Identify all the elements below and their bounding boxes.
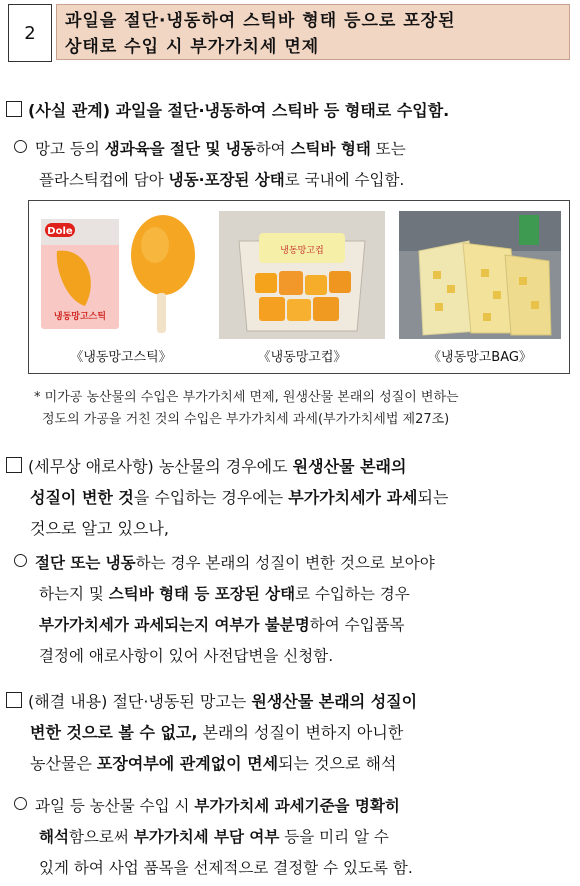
facts-item-line1: 망고 등의 생과육을 절단 및 냉동하여 스틱바 형태 또는 <box>14 134 570 165</box>
checkbox-square-icon <box>6 101 22 117</box>
resolution-line2: 변한 것으로 볼 수 없고, 본래의 성질이 변하지 아니한 <box>30 723 404 742</box>
circle-bullet-icon <box>14 140 27 153</box>
svg-text:냉동망고컵: 냉동망고컵 <box>280 246 324 256</box>
product-photo-gallery <box>28 200 570 374</box>
section-header <box>8 4 570 62</box>
circle-bullet-icon <box>14 554 27 567</box>
issue-item-line3: 부가가치세가 과세되는지 여부가 불분명하여 수입품목 <box>39 616 405 634</box>
resolution-item-line2: 해석함으로써 부가가치세 부담 여부 등을 미리 알 수 <box>39 828 389 846</box>
resolution-line3: 농산물은 포장여부에 관계없이 면세되는 것으로 해석 <box>30 754 397 773</box>
section-title-line1: 과일을 절단·냉동하여 스틱바 형태 등으로 포장된 <box>65 11 456 31</box>
checkbox-square-icon <box>6 457 22 473</box>
resolution-section <box>6 686 572 779</box>
issue-line2: 성질이 변한 것을 수입하는 경우에는 부가가치세가 과세되는 <box>30 488 449 507</box>
resolution-item-line1: 과일 등 농산물 수입 시 부가가치세 과세기준을 명확히 <box>14 791 570 822</box>
caption-mango-cup: 《냉동망고컵》 <box>257 350 347 365</box>
footnote-line2: 정도의 가공을 거친 것의 수입은 부가가치세 과세(부가가치세법 제27조) <box>42 412 450 427</box>
resolution-item-line3: 있게 하여 사업 품목을 선제적으로 결정할 수 있도록 함. <box>39 859 413 877</box>
facts-heading: (사실 관계) 과일을 절단·냉동하여 스틱바 등 형태로 수입함. <box>6 95 572 126</box>
section-title-line2: 상태로 수입 시 부가가치세 면제 <box>65 37 320 57</box>
footnote <box>34 387 572 431</box>
section-number: 2 <box>8 4 52 62</box>
photo-mango-stick <box>37 211 205 339</box>
caption-mango-stick: 《냉동망고스틱》 <box>70 350 172 365</box>
photo-mango-cup <box>219 211 385 339</box>
issue-item-line1: 절단 또는 냉동하는 경우 본래의 성질이 변한 것으로 보아야 <box>14 548 570 579</box>
caption-mango-bag: 《냉동망고BAG》 <box>428 350 532 365</box>
facts-item <box>14 134 570 196</box>
issue-item-line4: 결정에 애로사항이 있어 사전답변을 신청함. <box>39 647 334 665</box>
issue-line3: 것으로 알고 있으나, <box>30 519 169 538</box>
issue-item <box>14 548 570 672</box>
facts-item-line2: 플라스틱컵에 담아 냉동·포장된 상태로 국내에 수입함. <box>39 171 405 189</box>
svg-text:Dole: Dole <box>47 226 73 237</box>
resolution-line1: (해결 내용) 절단·냉동된 망고는 원생산물 본래의 성질이 <box>6 686 572 717</box>
issue-item-line2: 하는지 및 스틱바 형태 등 포장된 상태로 수입하는 경우 <box>39 585 410 603</box>
resolution-item <box>14 791 570 884</box>
checkbox-square-icon <box>6 692 22 708</box>
issue-section <box>6 451 572 544</box>
section-title <box>56 4 570 60</box>
photo-mango-bag <box>399 211 561 339</box>
circle-bullet-icon <box>14 797 27 810</box>
footnote-line1: * 미가공 농산물의 수입은 부가가치세 면제, 원생산물 본래의 성질이 변하는 <box>34 390 459 405</box>
issue-line1: (세무상 애로사항) 농산물의 경우에도 원생산물 본래의 <box>6 451 572 482</box>
svg-text:냉동망고스틱: 냉동망고스틱 <box>53 312 107 322</box>
